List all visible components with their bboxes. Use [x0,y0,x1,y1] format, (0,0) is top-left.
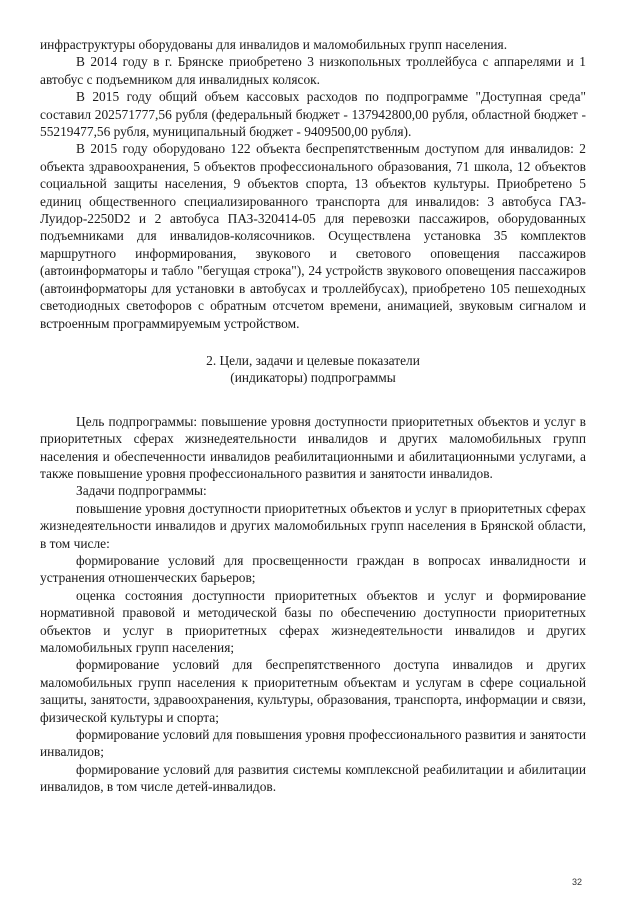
paragraph-continuation: инфраструктуры оборудованы для инвалидов и маломобильных групп населения. [40,37,508,52]
page-number: 32 [572,877,583,887]
paragraph-trolleybuses-2014: В 2014 году в г. Брянске приобретено 3 низкопольных троллейбуса с аппарелями и 1 автобус с подъемником для инвалидных колясок. [40,54,586,87]
paragraph-task-accessibility: повышение уровня доступности приоритетных объектов и услуг в приоритетных сферах жизнедеятельности инвалидов и других маломобильных групп населения в Брянской области, в том числе: [40,500,586,551]
section-heading-line-2: (индикаторы) подпрограммы [230,370,396,386]
paragraph-equipment-2015: В 2015 году оборудовано 122 объекта беспрепятственным доступом для инвалидов: 2 объекта здравоохранения, 5 объектов профессионального образования, 71 школа, 12 объектов социальной защиты населения, 9 объектов спорта, 13 объектов культуры. Приобретено 5 единиц общественного специализированного транспорта для инвалидов: 3 автобуса ГАЗ-Луидор-2250D2 и 2 автобуса ПАЗ-320414-05 для перевозки пассажиров, оборудованных подъемниками для инвалидов-колясочников. Осуществлена установка 35 комплектов маршрутного информирования, звукового и светового оповещения пассажиров (автоинформаторы и табло "бегущая строка"), 24 устройств звукового оповещения пассажиров (автоинформаторы для установки в автобусах и троллейбусах), приобретено 105 пешеходных светодиодных светофоров с обратным отсчетом времени, анимацией, звуковым сигналом и встроенным программируемым устройством. [40,141,586,331]
paragraph-task-rehabilitation: формирование условий для развития системы комплексной реабилитации и абилитации инвалидов, в том числе детей-инвалидов. [40,761,586,795]
document-page [40,36,586,796]
paragraph-task-awareness: формирование условий для просвещенности граждан в вопросах инвалидности и устранения отношенческих барьеров; [40,552,586,586]
paragraph-goal: Цель подпрограммы: повышение уровня доступности приоритетных объектов и услуг в приоритетных сферах жизнедеятельности инвалидов и других маломобильных групп населения и обеспеченности инвалидов реабилитационными и абилитационными услугами, а также повышение уровня профессионального развития и занятости инвалидов. [40,413,586,481]
paragraph-expenses-2015: В 2015 году общий объем кассовых расходов по подпрограмме "Доступная среда" составил 202571777,56 рубля (федеральный бюджет - 137942800,00 рубля, областной бюджет - 55219477,56 рубля, муниципальный бюджет - 9409500,00 рубля). [40,89,586,140]
section-heading [40,352,586,387]
paragraph-task-barrier-free: формирование условий для беспрепятственного доступа инвалидов и других маломобильных групп населения к приоритетным объектам и услугам в сфере социальной защиты, занятости, здравоохранения, культуры, образования, транспорта, информации и связи, физической культуры и спорта; [40,657,586,725]
paragraph-task-assessment: оценка состояния доступности приоритетных объектов и услуг и формирование нормативной правовой и методической базы по обеспечению доступности приоритетных объектов и услуг в приоритетных сферах жизнедеятельности инвалидов и других маломобильных групп населения; [40,587,586,655]
section-heading-line-1: 2. Цели, задачи и целевые показатели [206,352,420,368]
paragraph-task-employment: формирование условий для повышения уровня профессионального развития и занятости инвалидов; [40,727,586,760]
paragraph-tasks-label: Задачи подпрограммы: [76,483,207,499]
